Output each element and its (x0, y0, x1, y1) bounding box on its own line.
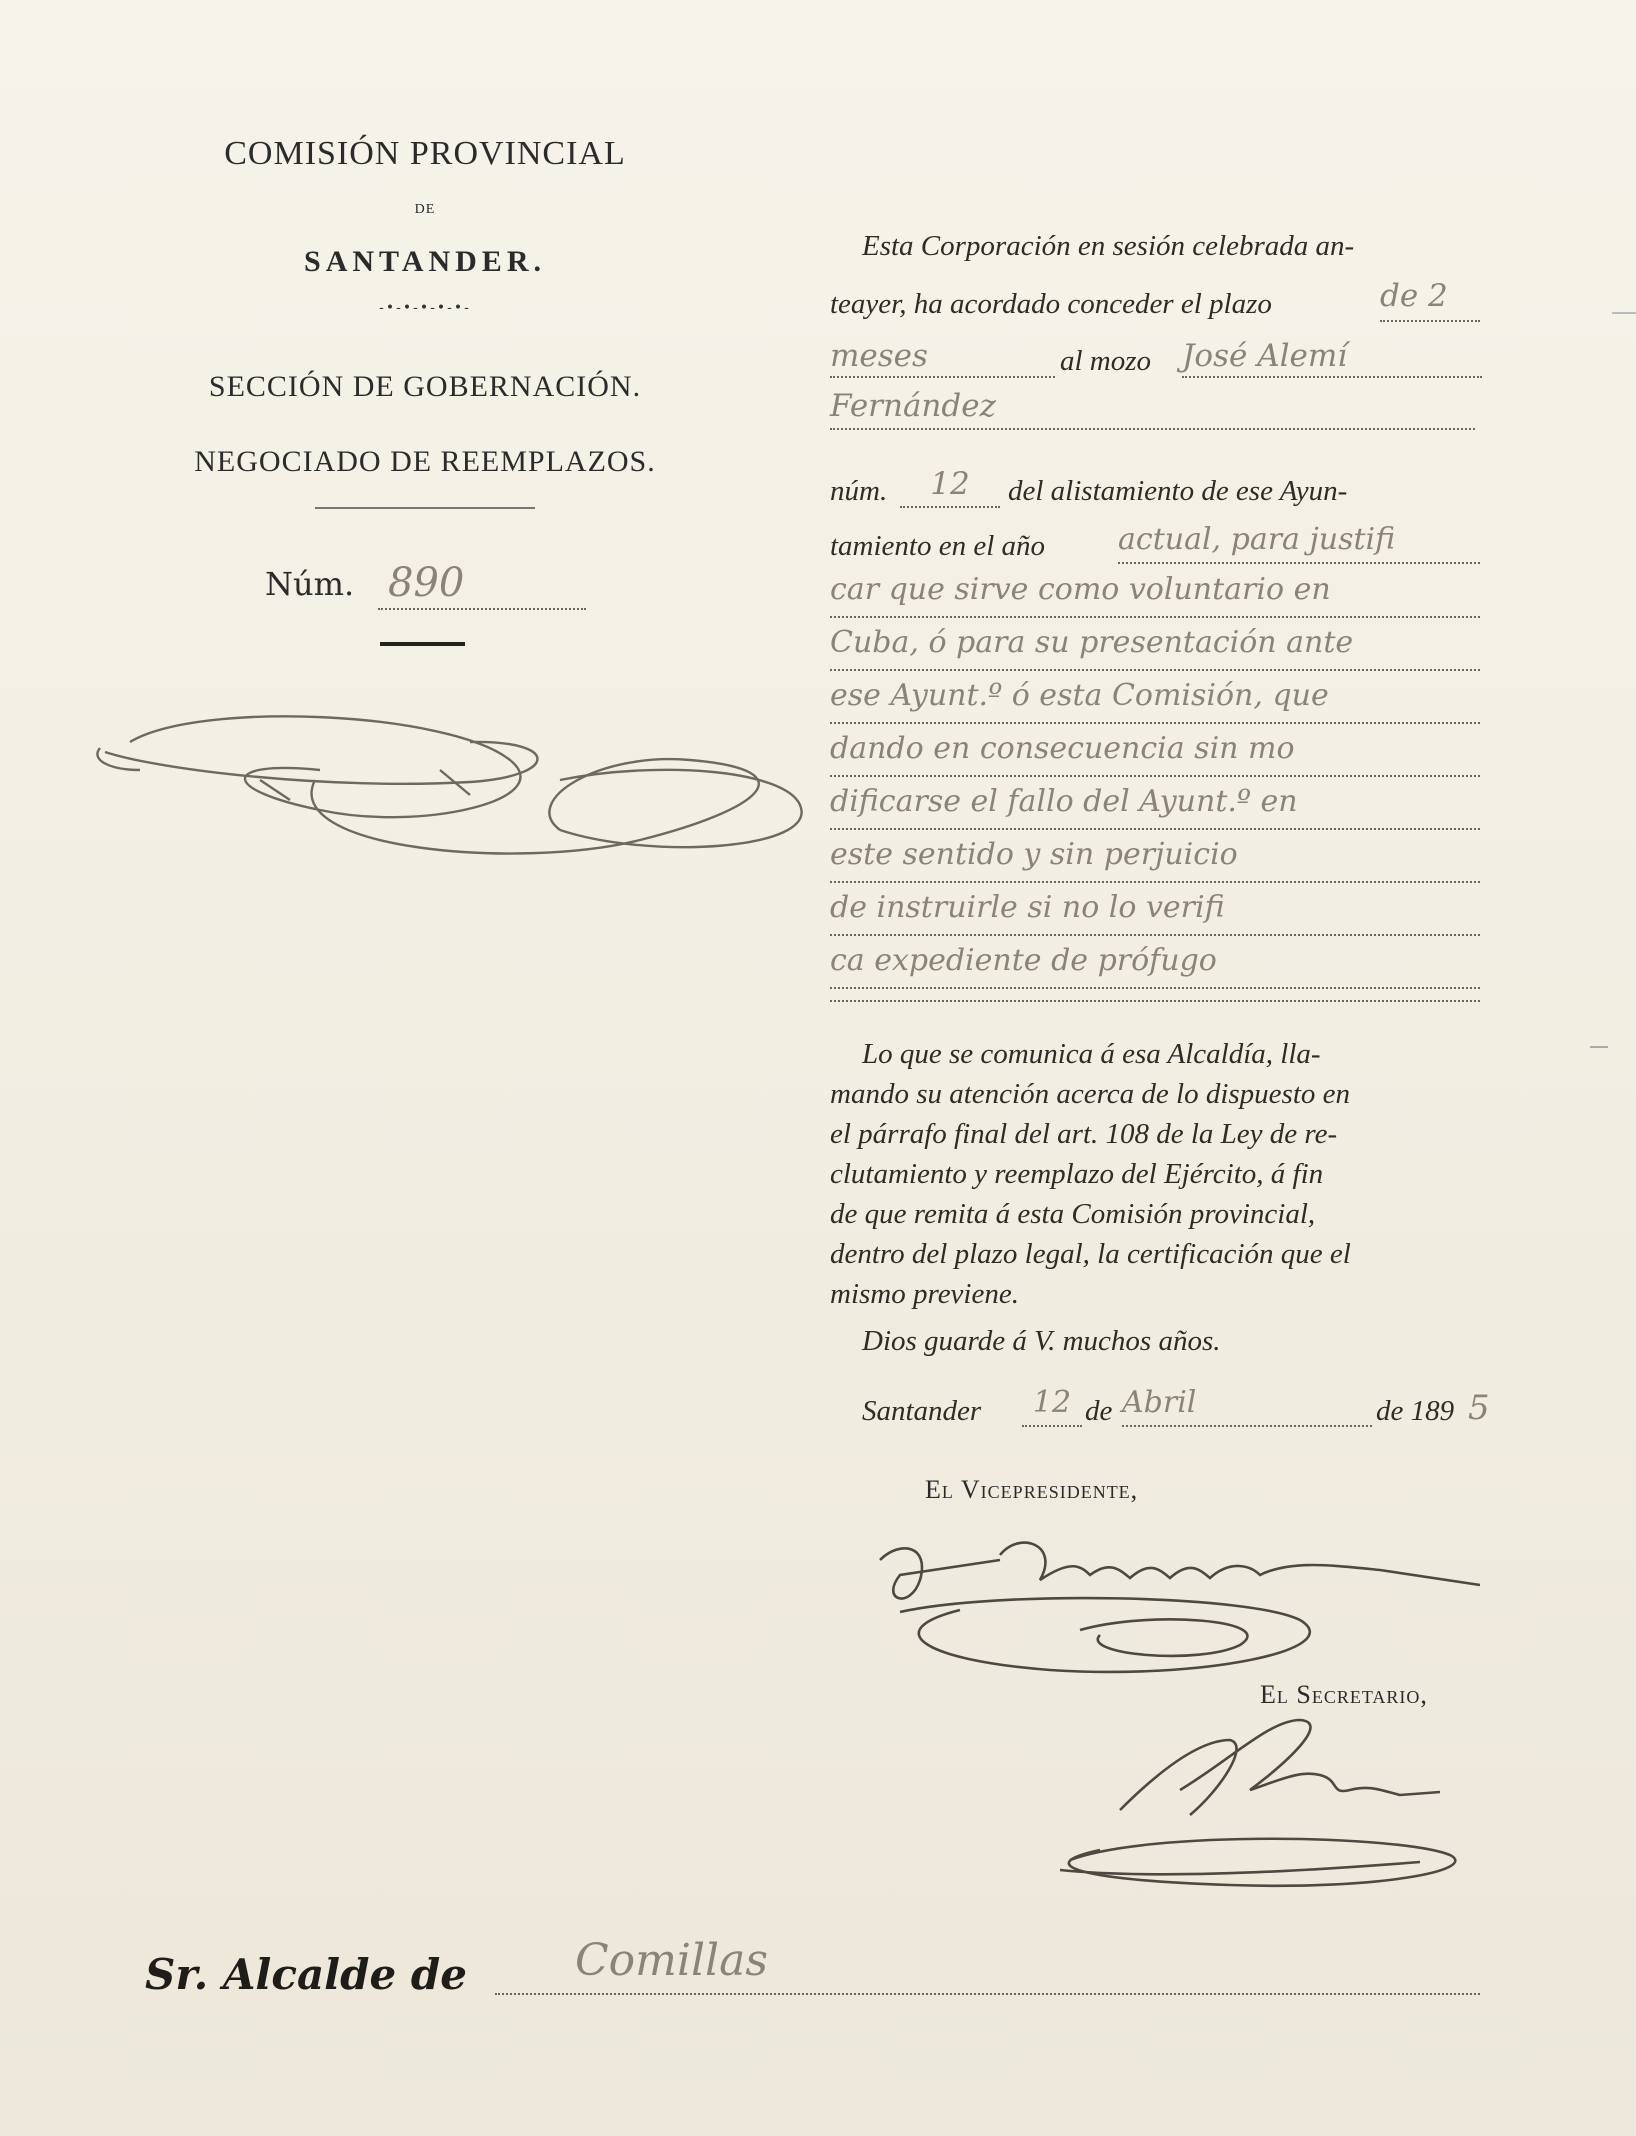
section-title: SECCIÓN DE GOBERNACIÓN. (208, 370, 642, 403)
body-al-mozo: al mozo (1060, 345, 1152, 377)
handwritten-line-14: ca expediente de prófugo (830, 943, 1480, 989)
date-de-2: de 189 (1376, 1395, 1455, 1427)
body-p1-line2: teayer, ha acordado conceder el plazo (830, 288, 1272, 320)
body-p2-line3: el párrafo final del art. 108 de la Ley de re- (830, 1118, 1338, 1150)
handwritten-recruit-name: José Alemí (1182, 338, 1482, 378)
edge-mark (1590, 1046, 1608, 1048)
vice-president-label: El Vicepresidente, (925, 1475, 1139, 1504)
handwritten-town: Comillas (495, 1935, 1480, 1995)
handwritten-line-11: dificarse el fallo del Ayunt.º en (830, 784, 1480, 830)
registry-number: 890 (378, 560, 586, 610)
body-p2-line6: dentro del plazo legal, la certificación que el (830, 1238, 1351, 1270)
body-num-label: núm. (830, 475, 888, 507)
commission-title: COMISIÓN PROVINCIAL (224, 135, 626, 172)
province-name: SANTANDER. (304, 245, 546, 278)
handwritten-surname: Fernández (830, 388, 1475, 430)
date-de-1: de (1085, 1395, 1113, 1427)
body-p2-line5: de que remita á esta Comisión provincial, (830, 1198, 1316, 1230)
department-title: NEGOCIADO DE REEMPLAZOS. (194, 445, 656, 478)
handwritten-line-10: dando en consecuencia sin mo (830, 731, 1480, 777)
body-p2-line2: mando su atención acerca de lo dispuesto en (830, 1078, 1351, 1110)
addressee-label: Sr. Alcalde de (145, 1950, 467, 1999)
closing-formula: Dios guarde á V. muchos años. (862, 1325, 1221, 1357)
body-p1-line5: del alistamiento de ese Ayun- (1008, 475, 1348, 507)
ornament-divider: -•-•-•-•-•- (379, 300, 471, 316)
handwritten-months: meses (830, 338, 1055, 378)
handwritten-line-12: este sentido y sin perjuicio (830, 837, 1480, 883)
num-label: Núm. (265, 565, 355, 603)
body-p2-line4: clutamiento y reemplazo del Ejército, á fin (830, 1158, 1324, 1190)
handwritten-line-8: Cuba, ó para su presentación ante (830, 625, 1480, 671)
body-p2-line7: mismo previene. (830, 1278, 1019, 1310)
handwritten-line-13: de instruirle si no lo verifi (830, 890, 1480, 936)
handwritten-date-month: Abril (1122, 1385, 1372, 1427)
handwritten-date-year: 5 (1468, 1388, 1490, 1428)
handwritten-line-7: car que sirve como voluntario en (830, 572, 1480, 618)
handwritten-date-day: 12 (1022, 1385, 1082, 1427)
handwritten-term: de 2 (1380, 278, 1480, 322)
body-p1-line6: tamiento en el año (830, 530, 1046, 562)
secretary-label: El Secretario, (1260, 1680, 1428, 1709)
body-p2-line1: Lo que se comunica á esa Alcaldía, lla- (862, 1038, 1321, 1070)
body-p1-line1: Esta Corporación en sesión celebrada an- (862, 230, 1355, 262)
handwritten-line-9: ese Ayunt.º ó esta Comisión, que (830, 678, 1480, 724)
commission-de: DE (414, 202, 436, 217)
handwritten-recruit-number: 12 (900, 466, 1000, 508)
edge-mark (1612, 312, 1636, 314)
handwritten-year-text: actual, para justifi (1118, 522, 1480, 564)
date-place: Santander (862, 1395, 982, 1427)
